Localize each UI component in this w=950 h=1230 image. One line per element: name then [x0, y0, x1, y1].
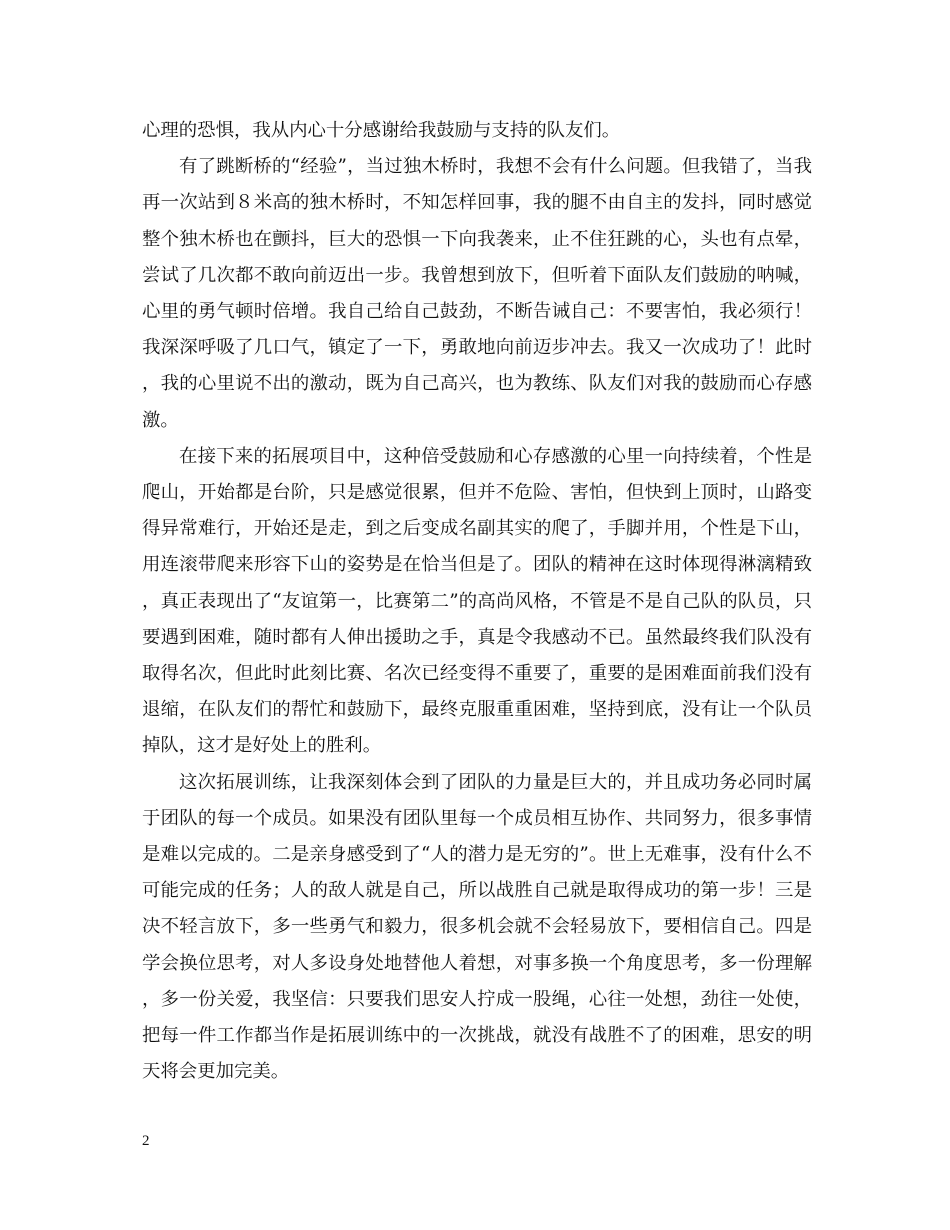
paragraph-1: 心理的恐惧，我从内心十分感谢给我鼓励与支持的队友们。 [142, 120, 621, 141]
body-text [142, 113, 812, 1090]
paragraph-4: 这次拓展训练，让我深刻体会到了团队的力量是巨大的，并且成功务必同时属于团队的每一个成员。如果没有团队里每一个成员相互协作、共同努力，很多事情是难以完成的。二是亲身感受到了“人的潜力是无穷的”。世上无难事，没有什么不可能完成的任务；人的敌人就是自己，所以战胜自己就是取得成功的第一步！三是决不轻言放下，多一些勇气和毅力，很多机会就不会轻易放下，要相信自己。四是学会换位思考，对人多设身处地替他人着想，对事多换一个角度思考，多一份理解，多一份关爱，我坚信：只要我们思安人拧成一股绳，心往一处想，劲往一处使，把每一件工作都当作是拓展训练中的一次挑战，就没有战胜不了的困难，思安的明天将会更加完美。 [142, 771, 812, 1083]
paragraph-2: 有了跳断桥的“经验”，当过独木桥时，我想不会有什么问题。但我错了，当我再一次站到８米高的独木桥时，不知怎样回事，我的腿不由自主的发抖，同时感觉整个独木桥也在颤抖，巨大的恐惧一下向我袭来，止不住狂跳的心，头也有点晕，尝试了几次都不敢向前迈出一步。我曾想到放下，但听着下面队友们鼓励的呐喊，心里的勇气顿时倍增。我自己给自己鼓劲，不断告诫自己：不要害怕，我必须行！我深深呼吸了几口气，镇定了一下，勇敢地向前迈步冲去。我又一次成功了！此时，我的心里说不出的激动，既为自己高兴，也为教练、队友们对我的鼓励而心存感激。 [142, 156, 812, 431]
paragraph-3: 在接下来的拓展项目中，这种倍受鼓励和心存感激的心里一向持续着，个性是爬山，开始都是台阶，只是感觉很累，但并不危险、害怕，但快到上顶时，山路变得异常难行，开始还是走，到之后变成名副其实的爬了，手脚并用，个性是下山，用连滚带爬来形容下山的姿势是在恰当但是了。团队的精神在这时体现得淋漓精致，真正表现出了“友谊第一，比赛第二”的高尚风格，不管是不是自己队的队员，只要遇到困难，随时都有人伸出援助之手，真是令我感动不已。虽然最终我们队没有取得名次，但此时此刻比赛、名次已经变得不重要了，重要的是困难面前我们没有退缩，在队友们的帮忙和鼓励下，最终克服重重困难，坚持到底，没有让一个队员掉队，这才是好处上的胜利。 [142, 445, 812, 757]
page-number: 2 [142, 1133, 150, 1149]
